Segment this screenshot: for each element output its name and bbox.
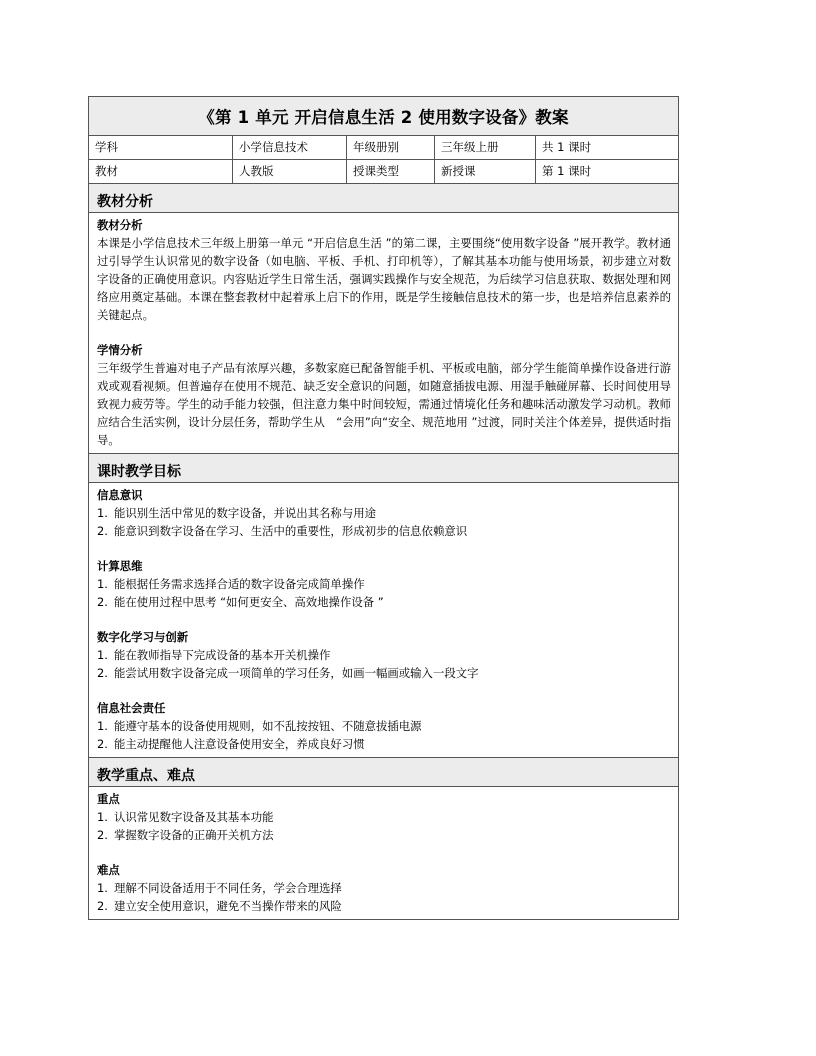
info-cell: 学科: [89, 136, 233, 159]
document-title: 《第 1 单元 开启信息生活 2 使用数字设备》教案: [89, 97, 678, 136]
objective-list: [97, 717, 671, 753]
item-number: 1.: [97, 506, 108, 520]
item-text: 能尝试用数字设备完成一项简单的学习任务，如画一幅画或输入一段文字: [114, 666, 479, 680]
paragraph-student: 三年级学生普遍对电子产品有浓厚兴趣，多数家庭已配备智能手机、平板或电脑，部分学生能简单操作设备进行游戏或观看视频。但普遍存在使用不规范、缺乏安全意识的问题，如随意插拔电源、用湿手触碰屏幕、长时间使用导致视力疲劳等。学生的动手能力较强，但注意力集中时间较短，需通过情境化任务和趣味活动激发学习动机。教师应结合生活实例，设计分层任务，帮助学生从 “会用”向“安全、规范地用 ”过渡，同时关注个体差异，提供适时指导。: [97, 361, 671, 447]
info-row-1: [89, 136, 678, 160]
info-cell: 第 1 课时: [542, 164, 592, 178]
list-item: [97, 717, 671, 735]
item-text: 能根据任务需求选择合适的数字设备完成简单操作: [114, 577, 365, 591]
item-number: 2.: [97, 737, 108, 751]
item-text: 能在使用过程中思考 “如何更安全、高效地操作设备 ”: [114, 595, 384, 609]
item-text: 能主动提醒他人注意设备使用安全，养成良好习惯: [114, 737, 365, 751]
item-number: 2.: [97, 899, 108, 913]
list-item: [97, 735, 671, 753]
item-number: 1.: [97, 810, 108, 824]
subheading-material: 教材分析: [97, 218, 143, 232]
objective-list: [97, 646, 671, 682]
difficulty-list: [97, 879, 671, 915]
item-text: 建立安全使用意识，避免不当操作带来的风险: [114, 899, 342, 913]
info-cell: 新授课: [435, 160, 536, 183]
item-text: 能意识到数字设备在学习、生活中的重要性，形成初步的信息依赖意识: [114, 524, 468, 538]
item-text: 能识别生活中常见的数字设备，并说出其名称与用途: [114, 506, 376, 520]
objective-list: [97, 504, 671, 540]
subheading-student: 学情分析: [97, 343, 143, 357]
info-cell: 三年级上册: [435, 136, 536, 159]
item-number: 1.: [97, 577, 108, 591]
lesson-plan-document: [88, 96, 679, 920]
subheading-objective: 计算思维: [97, 559, 143, 573]
subheading-key: 重点: [97, 792, 120, 806]
item-number: 2.: [97, 595, 108, 609]
list-item: [97, 646, 671, 664]
objective-list: [97, 575, 671, 611]
item-text: 掌握数字设备的正确开关机方法: [114, 828, 274, 842]
item-number: 1.: [97, 881, 108, 895]
paragraph-material: 本课是小学信息技术三年级上册第一单元 “开启信息生活 ”的第二课，主要围绕“使用数字设备 ”展开教学。教材通过引导学生认识常见的数字设备（如电脑、平板、手机、打印机等），了解其基本功能与使用场景，初步建立对数字设备的正确使用意识。内容贴近学生日常生活，强调实践操作与安全规范，为后续学习信息获取、数据处理和网络应用奠定基础。本课在整套教材中起着承上启下的作用，既是学生接触信息技术的第一步，也是培养信息素养的关键起点。: [97, 236, 671, 322]
list-item: [97, 808, 671, 826]
keypoint-list: [97, 808, 671, 844]
subheading-objective: 信息意识: [97, 488, 143, 502]
item-number: 2.: [97, 828, 108, 842]
list-item: [97, 593, 671, 611]
item-number: 1.: [97, 719, 108, 733]
section-body-objectives: [89, 483, 678, 758]
list-item: [97, 664, 671, 682]
section-body-keypoints: [89, 787, 678, 919]
subheading-difficulty: 难点: [97, 863, 120, 877]
list-item: [97, 897, 671, 915]
section-heading-analysis: 教材分析: [89, 184, 678, 213]
section-heading-objectives: 课时教学目标: [89, 454, 678, 483]
list-item: [97, 504, 671, 522]
item-number: 1.: [97, 648, 108, 662]
info-cell: 教材: [89, 160, 233, 183]
list-item: [97, 826, 671, 844]
info-cell: 人教版: [233, 160, 347, 183]
info-cell: 年级册别: [347, 136, 435, 159]
list-item: [97, 879, 671, 897]
info-cell: 小学信息技术: [233, 136, 347, 159]
item-number: 2.: [97, 524, 108, 538]
item-text: 能在教师指导下完成设备的基本开关机操作: [114, 648, 331, 662]
item-text: 能遵守基本的设备使用规则，如不乱按按钮、不随意拔插电源: [114, 719, 422, 733]
subheading-objective: 信息社会责任: [97, 701, 166, 715]
item-number: 2.: [97, 666, 108, 680]
list-item: [97, 575, 671, 593]
item-text: 认识常见数字设备及其基本功能: [114, 810, 274, 824]
info-cell: 授课类型: [347, 160, 435, 183]
info-row-2: [89, 160, 678, 184]
list-item: [97, 522, 671, 540]
info-cell: 共 1 课时: [542, 140, 592, 154]
section-heading-keypoints: 教学重点、难点: [89, 758, 678, 787]
item-text: 理解不同设备适用于不同任务，学会合理选择: [114, 881, 342, 895]
section-body-analysis: [89, 213, 678, 454]
subheading-objective: 数字化学习与创新: [97, 630, 189, 644]
